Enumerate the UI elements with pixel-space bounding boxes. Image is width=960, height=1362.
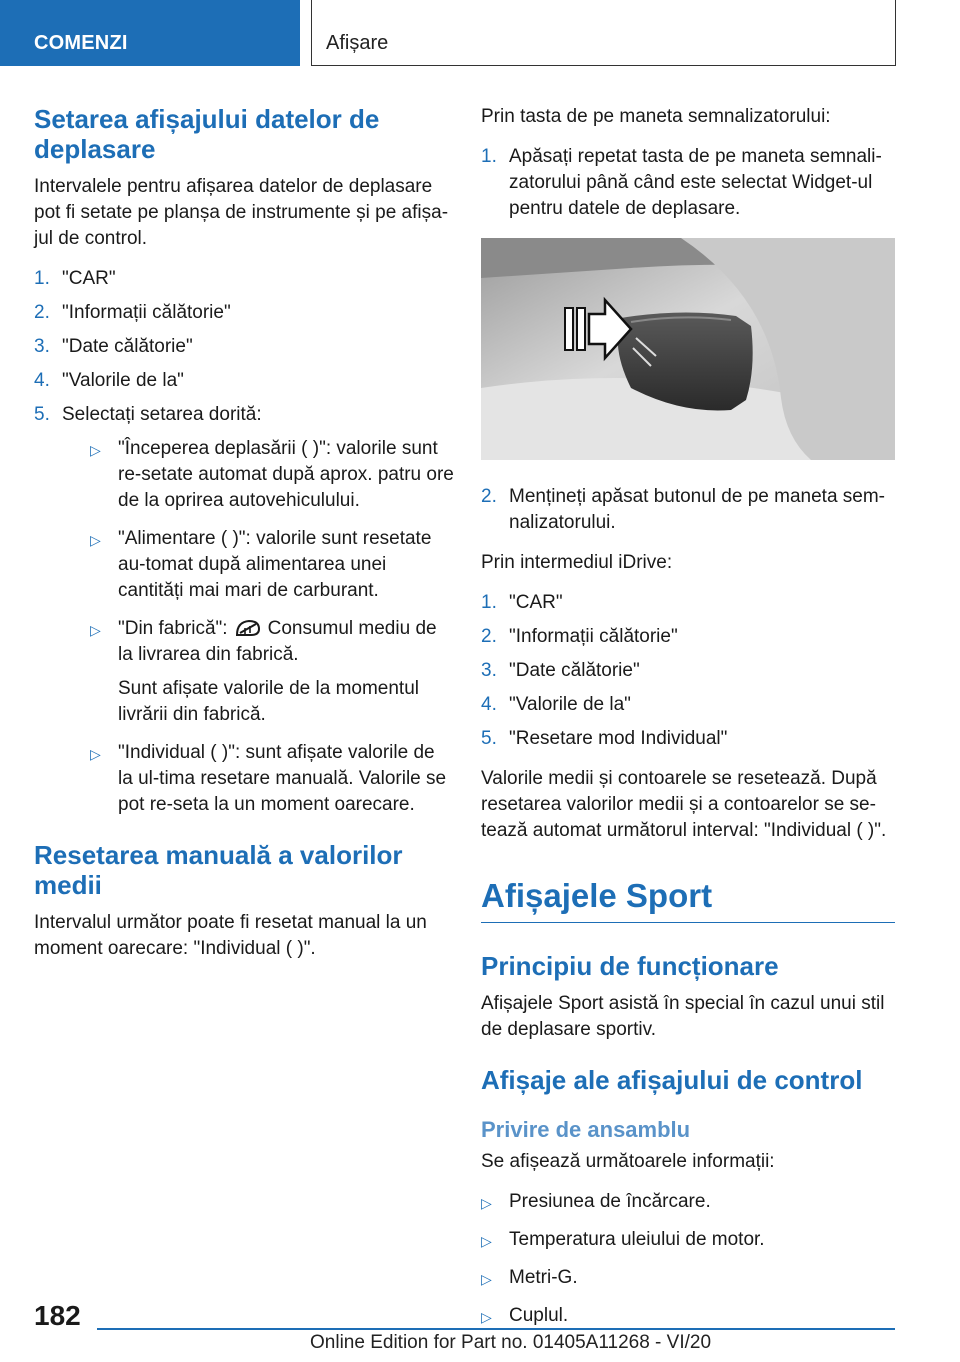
reset-paragraph: Intervalul următor poate fi resetat manual la un moment oarecare: "Individual ( )". — [34, 912, 427, 959]
triangle-bullet-icon: ▷ — [90, 746, 101, 762]
list-item: 2. "Informații călătorie" — [34, 302, 231, 323]
chapter-title: Afișare — [326, 32, 389, 54]
overview-intro: Se afișează următoarele informații: — [481, 1151, 775, 1172]
via-stalk-intro: Prin tasta de pe maneta semnalizatorului: — [481, 106, 831, 127]
list-item: 1. "CAR" — [481, 592, 563, 613]
list-item: 5. "Resetare mod Individual" — [481, 728, 728, 749]
list-item: 2. "Informații călătorie" — [481, 626, 678, 647]
left-column — [34, 104, 454, 976]
list-item: ▷ "Individual ( )": sunt afișate valorile de la ul-tima resetare manuală. Valorile se pot re-seta la un moment oarecare. — [90, 742, 447, 815]
heading-trip-data-setting: Setarea afișajului datelor de deplasare — [34, 104, 380, 164]
list-item: ▷ Cuplul. — [481, 1303, 895, 1329]
heading-sport-displays: Afișajele Sport — [481, 876, 895, 923]
heading-control-display: Afișaje ale afișajului de control — [481, 1065, 863, 1095]
list-item: 3. "Date călătorie" — [481, 660, 640, 681]
triangle-bullet-icon: ▷ — [90, 532, 101, 548]
triangle-bullet-icon: ▷ — [90, 622, 101, 638]
list-item: 3. "Date călătorie" — [34, 336, 193, 357]
heading-principle: Principiu de funcționare — [481, 951, 779, 981]
factory-note: Sunt afișate valorile de la momentul livrării din fabrică. — [118, 678, 419, 725]
list-item: ▷ Temperatura uleiului de motor. — [481, 1227, 895, 1253]
via-idrive-intro: Prin intermediul iDrive: — [481, 552, 673, 573]
stalk-steps-list — [481, 144, 895, 222]
triangle-bullet-icon: ▷ — [90, 442, 101, 458]
overview-list — [481, 1189, 895, 1329]
heading-manual-reset: Resetarea manuală a valorilor medii — [34, 840, 403, 900]
right-column — [481, 104, 895, 1341]
turn-signal-stalk-illustration — [481, 238, 895, 460]
list-item: ▷ "Alimentare ( )": valorile sunt resetate au-tomat după alimentarea unei cantități mai mari de carburant. — [90, 528, 432, 601]
list-item: 1. "CAR" — [34, 268, 116, 289]
reset-note: Valorile medii și contoarele se resetează. După resetarea valorilor medii și a contoarelor se se-tează automat următorul interval: "Individual ( )". — [481, 768, 887, 841]
triangle-bullet-icon: ▷ — [481, 1195, 492, 1211]
list-item: 5. Selectați setarea dorită: ▷ "Începerea deplasării ( )": valorile sunt re-setate automat după aprox. patru ore de la oprirea autovehiculului. ▷ "Alimentare ( )": valorile sunt resetate au-tomat după alimentarea unei cantități mai mari de carburant. ▷ "Din fabrică": Consumul mediu de la livrarea din fabrică. Sunt afișate valorile de la momentul livrării din fabrică. ▷ "Individual ( )": sunt afișate valorile de la ul-tima resetare manuală. Valorile se pot re-seta la un moment oarecare. — [34, 402, 454, 818]
section-title: COMENZI — [34, 32, 128, 54]
intro-paragraph: Intervalele pentru afișarea datelor de deplasare pot fi setate pe planșa de instrumente și pe afișa-jul de control. — [34, 176, 449, 249]
stalk-steps-list-continued — [481, 484, 895, 536]
page-number: 182 — [34, 1300, 81, 1331]
list-item: ▷ Metri-G. — [481, 1265, 895, 1291]
list-item: ▷ "Începerea deplasării ( )": valorile sunt re-setate automat după aprox. patru ore de la oprirea autovehiculului. — [90, 438, 454, 511]
heading-overview: Privire de ansamblu — [481, 1117, 691, 1142]
triangle-bullet-icon: ▷ — [481, 1271, 492, 1287]
list-item: 2. Mențineți apăsat butonul de pe maneta sem-nalizatorului. — [481, 486, 886, 533]
footer-edition: Online Edition for Part no. 01405A11268 - VI/20 — [310, 1332, 712, 1353]
triangle-bullet-icon: ▷ — [481, 1309, 492, 1325]
header-section-tab — [0, 0, 300, 66]
header-chapter-box — [311, 0, 896, 66]
list-item: 1. Apăsați repetat tasta de pe maneta semnali-zatorului până când este selectat Widget-ul pentru datele de deplasare. — [481, 146, 882, 219]
idrive-steps-list — [481, 590, 895, 752]
eco-leaf-icon — [234, 618, 262, 638]
principle-paragraph: Afișajele Sport asistă în special în cazul unui stil de deplasare sportiv. — [481, 993, 885, 1040]
triangle-bullet-icon: ▷ — [481, 1233, 492, 1249]
footer-divider — [97, 1328, 895, 1330]
settings-steps-list — [34, 266, 454, 818]
list-item: 4. "Valorile de la" — [481, 694, 631, 715]
list-item: ▷ "Din fabrică": Consumul mediu de la livrarea din fabrică. Sunt afișate valorile de la momentul livrării din fabrică. — [90, 616, 454, 728]
list-item: ▷ Presiunea de încărcare. — [481, 1189, 895, 1215]
list-item: 4. "Valorile de la" — [34, 370, 184, 391]
options-list — [62, 436, 454, 818]
